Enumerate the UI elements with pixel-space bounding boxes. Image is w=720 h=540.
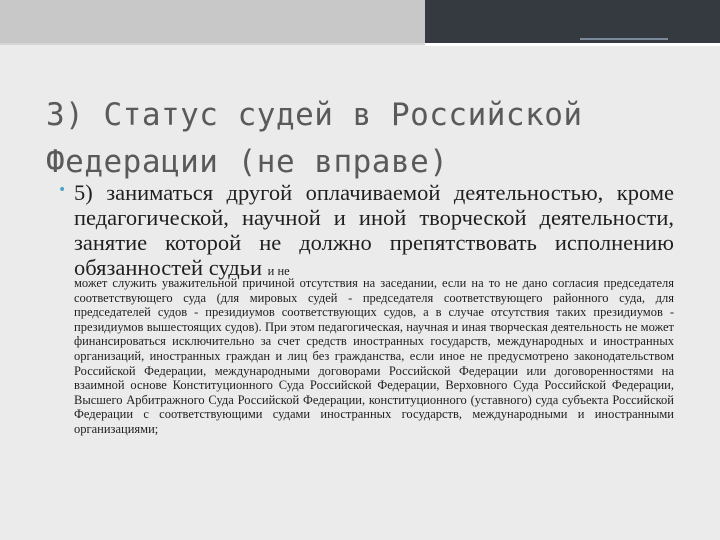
header-bar-dark [425, 0, 720, 43]
title-line-2: Федерации (не вправе) [46, 144, 449, 180]
lead-text: 5) заниматься другой оплачиваемой деятельностью, кроме педагогической, научной и иной творческой деятельности, занятие которой не должно препятствовать исполнению обязанностей судьи [74, 180, 674, 280]
body-paragraph: может служить уважительной причиной отсутствия на заседании, если на то не дано согласия председателя соответствующего суда (для мировых судей - председателя соответствующего районного суда, для председателей судов - президиумов соответствующих судов, а в случае отсутствия таких президиумов - президиумов вышестоящих судов). При этом педагогическая, научная и иная творческая деятельность не может финансироваться исключительно за счет средств иностранных государств, международных и иностранных организаций, иностранных граждан и лиц без гражданства, если иное не предусмотрено законодательством Российской Федерации, международными договорами Российской Федерации или договоренностями на взаимной основе Конституционного Суда Российской Федерации, Верховного Суда Российской Федерации, Высшего Арбитражного Суда Российской Федерации, конституционного (уставного) суда субъекта Российской Федерации с соответствующими судами иностранных государств, международными и иностранными организациями; [74, 276, 674, 436]
lead-tail: и не [267, 264, 290, 278]
slide-title [46, 92, 646, 186]
header-accent-stripe [580, 38, 668, 40]
header-bar-gray [0, 0, 425, 43]
header-accent-line [425, 43, 580, 46]
header-underline [0, 43, 425, 45]
bullet-dot-icon: • [58, 182, 67, 198]
header-accent-line-right [580, 43, 720, 46]
lead-paragraph [74, 180, 674, 284]
title-line-1: 3) Статус судей в Российской [46, 97, 583, 133]
